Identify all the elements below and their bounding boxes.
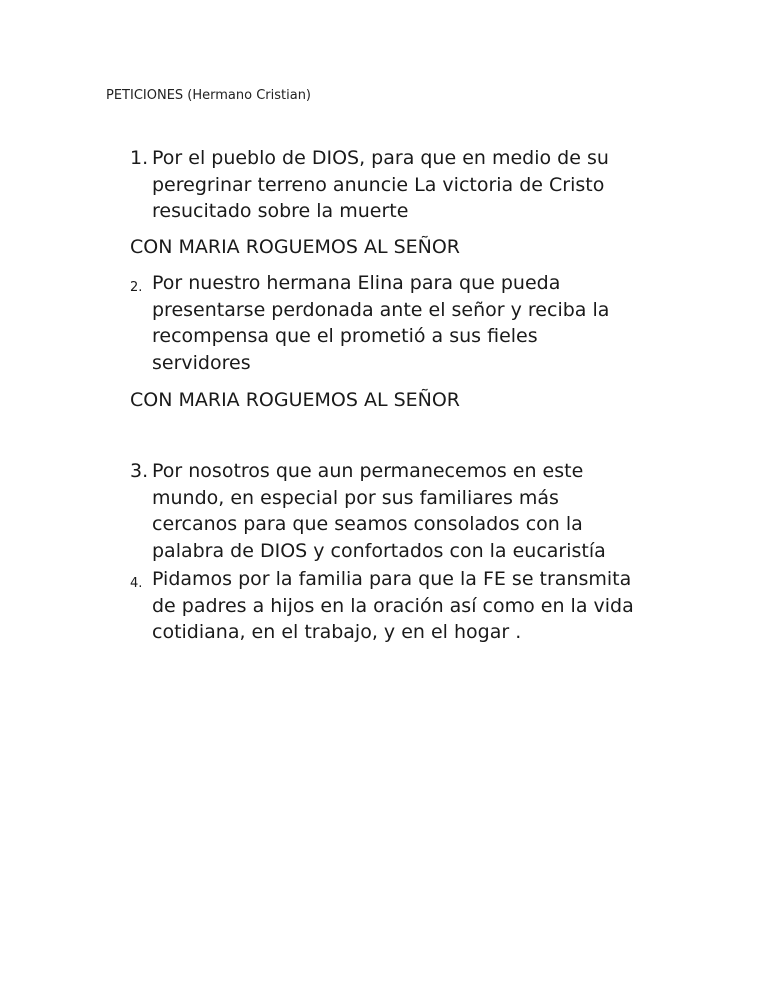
petition-line: cercanos para que seamos consolados con la — [152, 513, 583, 535]
petition-line: peregrinar terreno anuncie La victoria de Cristo — [152, 173, 605, 196]
petition-line: servidores — [152, 351, 251, 374]
petition-text — [152, 145, 690, 225]
petition-line: Por el pueblo de DIOS, para que en medio de su — [152, 147, 609, 169]
petition-number: 4. — [130, 576, 143, 591]
document-title: PETICIONES (Hermano Cristian) — [106, 88, 312, 103]
petition-4 — [130, 566, 730, 646]
petition-number: 2. — [130, 280, 143, 295]
petition-line: presentarse perdonada ante el señor y reciba la — [152, 298, 610, 321]
petition-line: palabra de DIOS y confortados con la eucaristía — [152, 539, 606, 562]
petition-line: recompensa que el prometió a sus fieles — [152, 325, 538, 347]
petition-text — [152, 566, 730, 646]
petition-number: 1. — [130, 147, 149, 169]
petition-3 — [130, 458, 690, 564]
petition-line: cotidiana, en el trabajo, y en el hogar . — [152, 621, 522, 643]
petition-line: Por nuestro hermana Elina para que pueda — [152, 272, 561, 294]
refrain-1: CON MARIA ROGUEMOS AL SEÑOR — [130, 236, 461, 258]
petition-2 — [130, 270, 690, 376]
petition-line: mundo, en especial por sus familiares más — [152, 486, 559, 509]
petition-line: Por nosotros que aun permanecemos en este — [152, 460, 584, 482]
petition-number: 3. — [130, 460, 149, 482]
petition-1 — [130, 145, 690, 225]
petition-line: de padres a hijos en la oración así como en la vida — [152, 594, 634, 617]
petition-line: Pidamos por la familia para que la FE se transmita — [152, 568, 632, 590]
refrain-2: CON MARIA ROGUEMOS AL SEÑOR — [130, 389, 461, 411]
petition-text — [152, 458, 690, 564]
petition-text — [152, 270, 690, 376]
petition-line: resucitado sobre la muerte — [152, 200, 409, 222]
